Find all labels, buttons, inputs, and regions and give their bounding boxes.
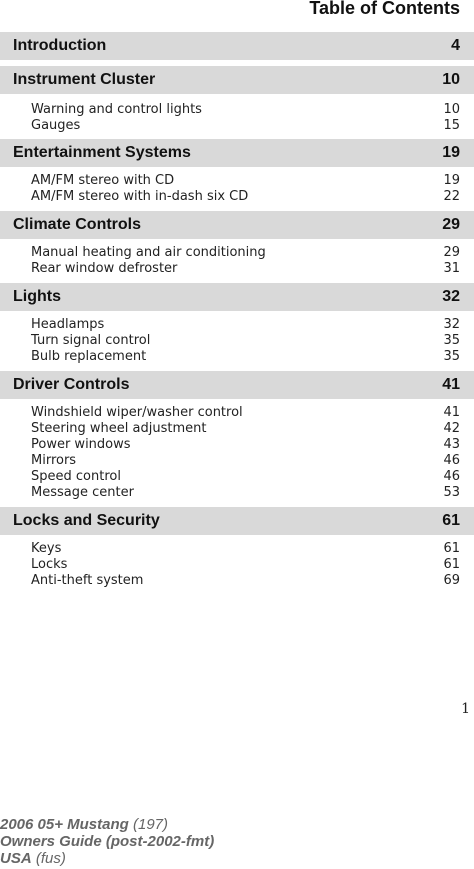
toc-entry[interactable] (0, 317, 474, 333)
entry-page: 42 (443, 421, 460, 436)
entry-page: 35 (443, 333, 460, 348)
footer-market-code: (fus) (35, 850, 66, 867)
toc-entry[interactable] (0, 485, 474, 501)
section-title: Climate Controls (13, 216, 142, 233)
toc-entry[interactable] (0, 541, 474, 557)
entries-driver-controls (0, 405, 474, 501)
toc-entry[interactable] (0, 421, 474, 437)
section-title: Introduction (13, 37, 107, 54)
entry-page: 46 (443, 453, 460, 468)
section-page: 41 (442, 376, 460, 393)
entry-page: 41 (443, 405, 460, 420)
footer-model-code: (197) (132, 816, 169, 833)
entry-label: Rear window defroster (31, 261, 178, 276)
document-footer (0, 816, 214, 867)
footer-market: USA (0, 850, 32, 867)
entry-page: 10 (443, 102, 460, 117)
entry-label: Anti-theft system (31, 573, 144, 588)
entry-page: 61 (443, 541, 460, 556)
section-header-locks-and-security[interactable] (0, 507, 474, 535)
toc-entry[interactable] (0, 102, 474, 118)
entry-page: 31 (443, 261, 460, 276)
entry-label: Turn signal control (31, 333, 151, 348)
toc-entry[interactable] (0, 173, 474, 189)
section-title: Instrument Cluster (13, 71, 156, 88)
entry-page: 15 (443, 118, 460, 133)
entry-page: 43 (443, 437, 460, 452)
page-number: 1 (461, 701, 470, 717)
entries-lights (0, 317, 474, 365)
section-title: Entertainment Systems (13, 144, 191, 161)
section-page: 4 (451, 37, 460, 54)
entry-page: 61 (443, 557, 460, 572)
toc-entry[interactable] (0, 557, 474, 573)
entries-climate-controls (0, 245, 474, 277)
footer-line-3 (0, 850, 214, 867)
toc-entry[interactable] (0, 245, 474, 261)
section-title: Driver Controls (13, 376, 130, 393)
entries-entertainment-systems (0, 173, 474, 205)
entry-label: Gauges (31, 118, 81, 133)
section-header-climate-controls[interactable] (0, 211, 474, 239)
toc-entry[interactable] (0, 118, 474, 134)
entry-label: Locks (31, 557, 68, 572)
section-page: 10 (442, 71, 460, 88)
section-header-driver-controls[interactable] (0, 371, 474, 399)
entry-page: 69 (443, 573, 460, 588)
entries-locks-and-security (0, 541, 474, 589)
entry-label: Bulb replacement (31, 349, 147, 364)
section-page: 32 (442, 288, 460, 305)
section-title: Lights (13, 288, 61, 305)
section-header-entertainment-systems[interactable] (0, 139, 474, 167)
entry-page: 35 (443, 349, 460, 364)
entry-page: 46 (443, 469, 460, 484)
entry-page: 29 (443, 245, 460, 260)
entry-label: Speed control (31, 469, 121, 484)
entry-label: AM/FM stereo with CD (31, 173, 175, 188)
section-header-introduction[interactable] (0, 32, 474, 60)
toc-entry[interactable] (0, 349, 474, 365)
section-title: Locks and Security (13, 512, 160, 529)
footer-line-2: Owners Guide (post-2002-fmt) (0, 833, 215, 850)
toc-entry[interactable] (0, 573, 474, 589)
entry-page: 32 (443, 317, 460, 332)
entry-label: Windshield wiper/washer control (31, 405, 243, 420)
entry-page: 22 (443, 189, 460, 204)
entry-label: Headlamps (31, 317, 105, 332)
entry-label: Warning and control lights (31, 102, 202, 117)
page-title: Table of Contents (309, 0, 460, 18)
entry-label: Manual heating and air conditioning (31, 245, 266, 260)
section-header-lights[interactable] (0, 283, 474, 311)
entry-label: Keys (31, 541, 62, 556)
entry-label: Power windows (31, 437, 131, 452)
entry-label: AM/FM stereo with in-dash six CD (31, 189, 249, 204)
entries-instrument-cluster (0, 102, 474, 134)
footer-line-1 (0, 816, 214, 833)
toc-entry[interactable] (0, 453, 474, 469)
entry-page: 19 (443, 173, 460, 188)
entry-page: 53 (443, 485, 460, 500)
toc-entry[interactable] (0, 469, 474, 485)
entry-label: Steering wheel adjustment (31, 421, 207, 436)
section-page: 61 (442, 512, 460, 529)
toc-entry[interactable] (0, 405, 474, 421)
toc-entry[interactable] (0, 189, 474, 205)
section-page: 29 (442, 216, 460, 233)
toc-entry[interactable] (0, 333, 474, 349)
footer-model: 2006 05+ Mustang (0, 816, 129, 833)
entry-label: Message center (31, 485, 134, 500)
toc-entry[interactable] (0, 261, 474, 277)
entry-label: Mirrors (31, 453, 77, 468)
section-header-instrument-cluster[interactable] (0, 66, 474, 94)
section-page: 19 (442, 144, 460, 161)
toc-entry[interactable] (0, 437, 474, 453)
